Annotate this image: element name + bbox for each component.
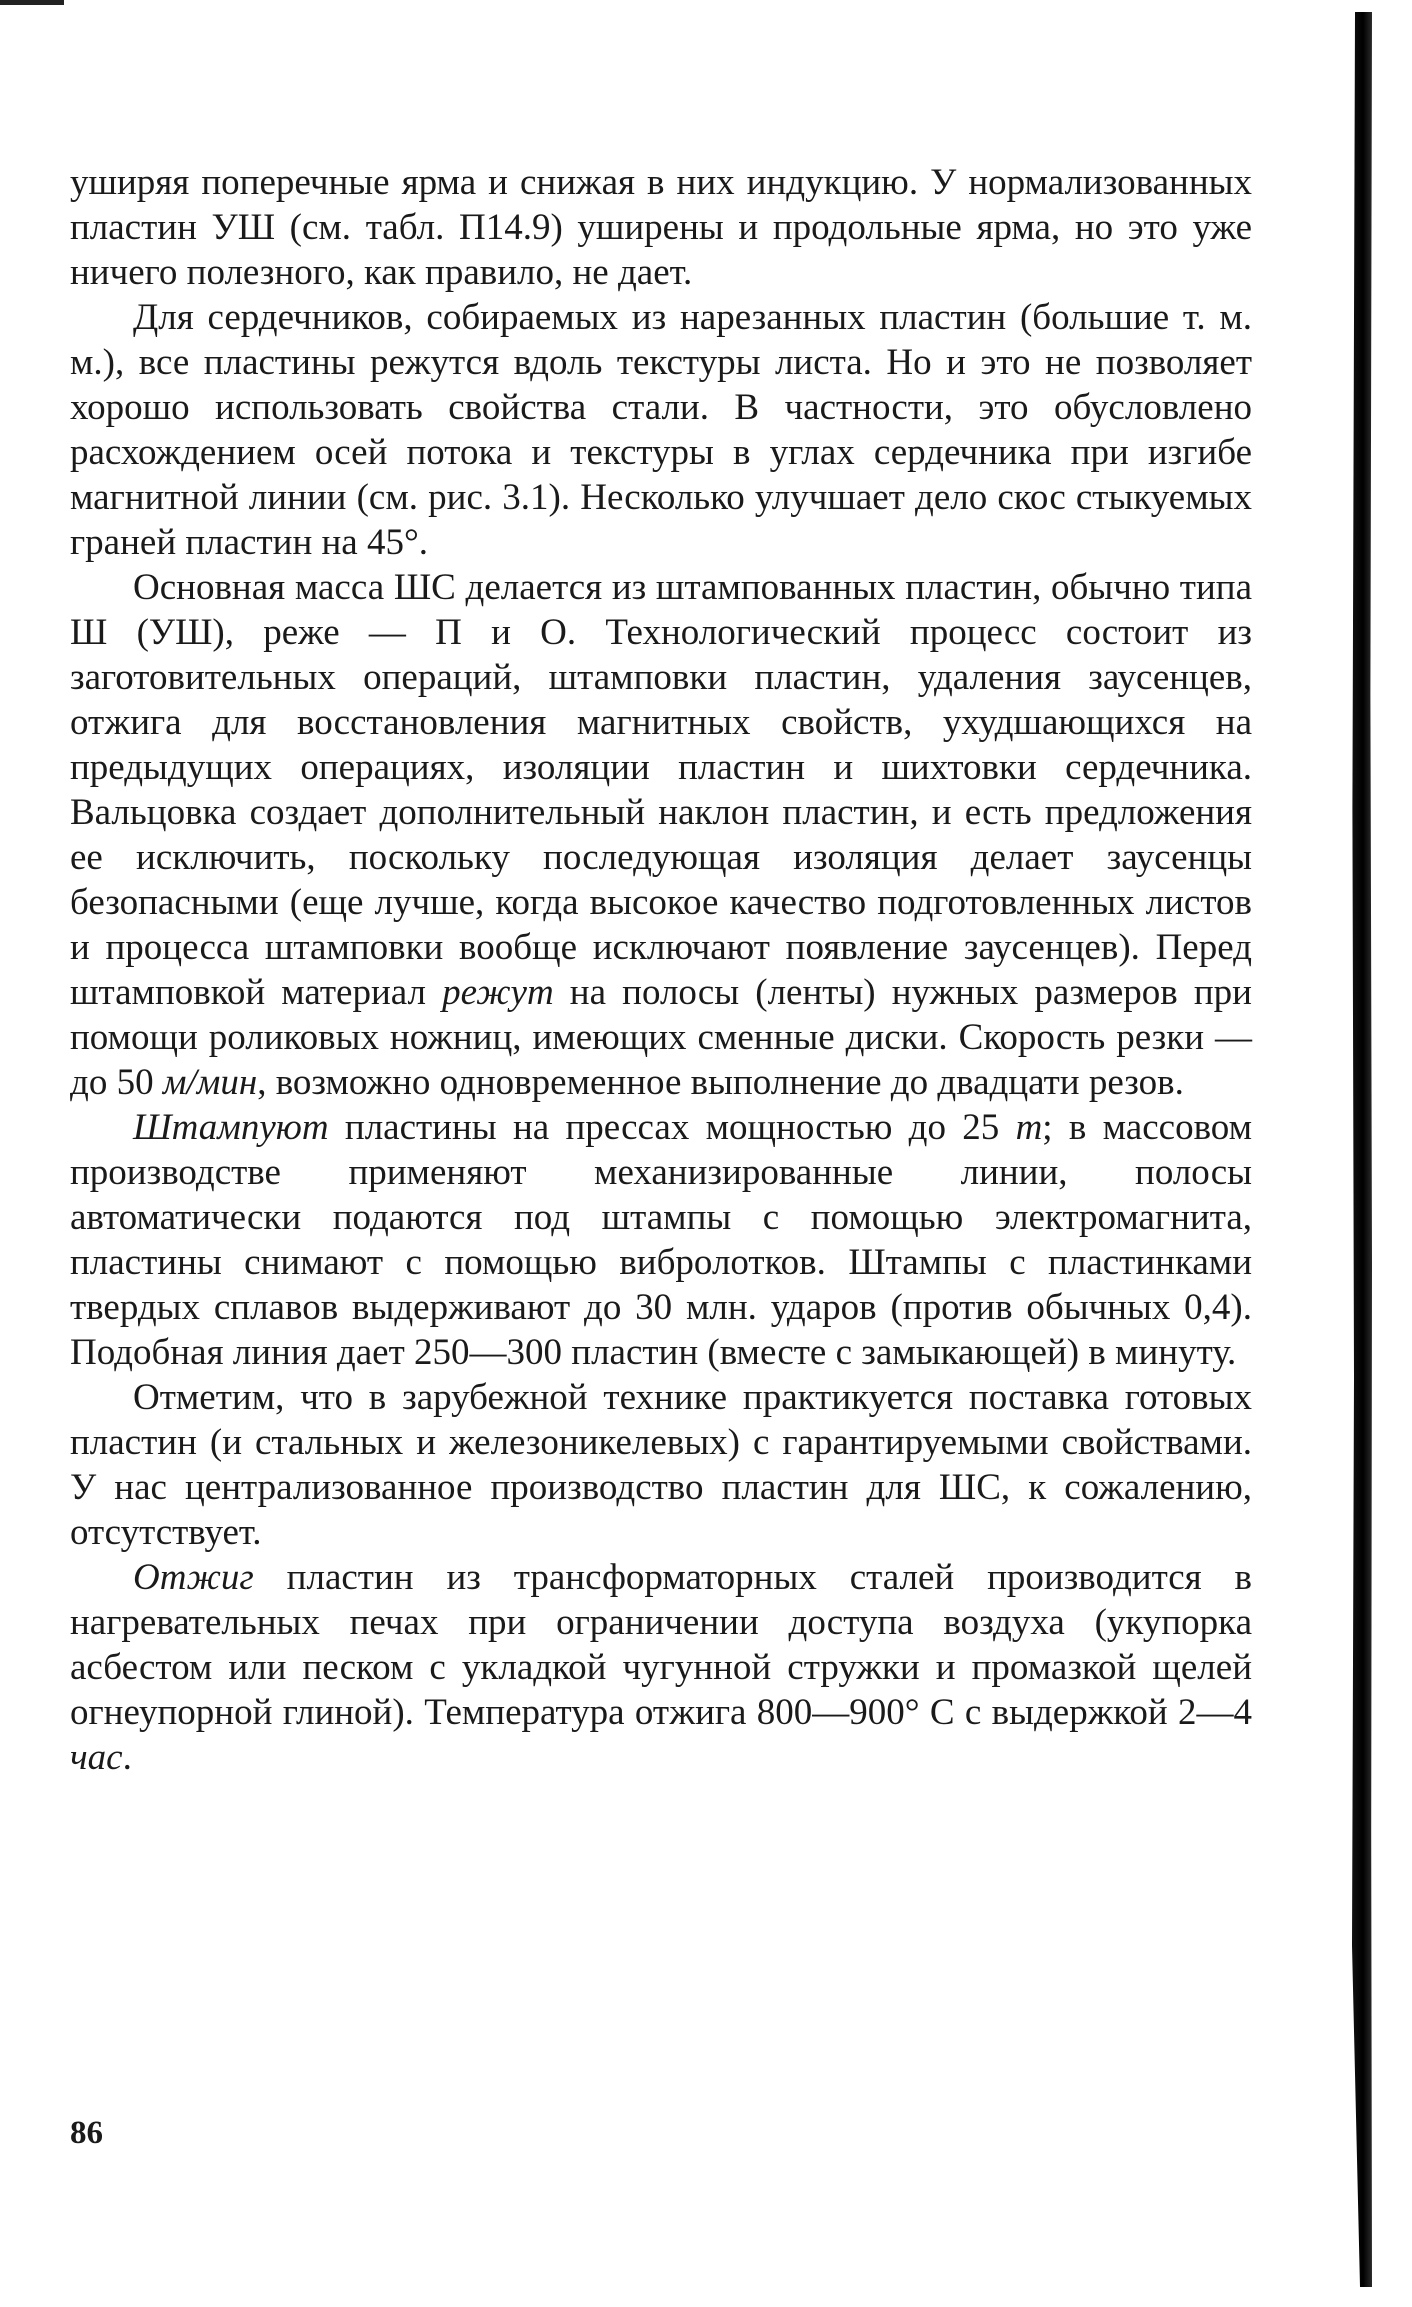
paragraph-4-text-b: ; в массовом производстве применяют механизированные линии, полосы автоматически подаются под штампы с помощью электромагнита, пластины снимают с помощью вибролотков. Штампы с пластинками твердых сплавов выдерживают до 30 млн. ударов (против обычных 0,4). Подобная линия дает 250—300 пластин (вместе с замыкающей) в минуту. bbox=[70, 1107, 1252, 1373]
paragraph-6 bbox=[70, 1555, 1252, 1780]
italic-term-otzhig: Отжиг bbox=[133, 1557, 254, 1598]
italic-term-shtampuyut: Штампуют bbox=[133, 1107, 329, 1148]
italic-term-rezhut: режут bbox=[442, 972, 554, 1013]
italic-unit-chas: час bbox=[70, 1737, 123, 1778]
paragraph-3-text-a: Основная масса ШС делается из штампованных пластин, обычно типа Ш (УШ), реже — П и О. Технологический процесс состоит из заготовительных операций, штамповки пластин, удаления заусенцев, отжига для восстановления магнитных свойств, ухудшающихся на предыдущих операциях, изоляции пластин и шихтовки сердечника. Вальцовка создает дополнительный наклон пластин, и есть предложения ее исключить, поскольку последующая изоляция делает заусенцы безопасными (еще лучше, когда высокое качество подготовленных листов и процесса штамповки вообще исключают появление заусенцев). Перед штамповкой материал bbox=[70, 567, 1252, 1013]
paragraph-4-text-a: пластины на прессах мощностью до 25 bbox=[328, 1107, 1016, 1148]
italic-unit-m-min: м/мин bbox=[162, 1062, 258, 1103]
paragraph-5 bbox=[70, 1375, 1252, 1555]
paragraph-2-text: Для сердечников, собираемых из нарезанных пластин (большие т. м. м.), все пластины режутся вдоль текстуры листа. Но и это не позволяет хорошо использовать свойства стали. В частности, это обусловлено расхождением осей потока и текстуры в углах сердечника при изгибе магнитной линии (см. рис. 3.1). Несколько улучшает дело скос стыкуемых граней пластин на 45°. bbox=[70, 297, 1252, 563]
paragraph-6-text-a: пластин из трансформаторных сталей производится в нагревательных печах при ограничении доступа воздуха (укупорка асбестом или песком с укладкой чугунной стружки и промазкой щелей огнеупорной глиной). Температура отжига 800—900° С с выдержкой 2—4 bbox=[70, 1557, 1252, 1733]
page-top-mark bbox=[0, 0, 64, 5]
body-text bbox=[70, 160, 1252, 1780]
paragraph-3-text-c: , возможно одновременное выполнение до двадцати резов. bbox=[257, 1062, 1184, 1103]
paragraph-1-text: уширяя поперечные ярма и снижая в них индукцию. У нормализованных пластин УШ (см. табл. П14.9) уширены и продольные ярма, но это уже ничего полезного, как правило, не дает. bbox=[70, 162, 1252, 293]
book-spine-edge bbox=[1352, 12, 1372, 2287]
paragraph-6-text-b: . bbox=[122, 1737, 132, 1778]
paragraph-2 bbox=[70, 295, 1252, 565]
paragraph-1 bbox=[70, 160, 1252, 295]
paragraph-3 bbox=[70, 565, 1252, 1105]
page-number: 86 bbox=[70, 2115, 103, 2151]
italic-unit-t: т bbox=[1015, 1107, 1043, 1148]
paragraph-5-text: Отметим, что в зарубежной технике практикуется поставка готовых пластин (и стальных и железоникелевых) с гарантируемыми свойствами. У нас централизованное производство пластин для ШС, к сожалению, отсутствует. bbox=[70, 1377, 1252, 1553]
paragraph-3-text-b: на полосы (ленты) нужных размеров при помощи роликовых ножниц, имеющих сменные диски. Скорость резки — до 50 bbox=[70, 972, 1252, 1103]
paragraph-4 bbox=[70, 1105, 1252, 1375]
